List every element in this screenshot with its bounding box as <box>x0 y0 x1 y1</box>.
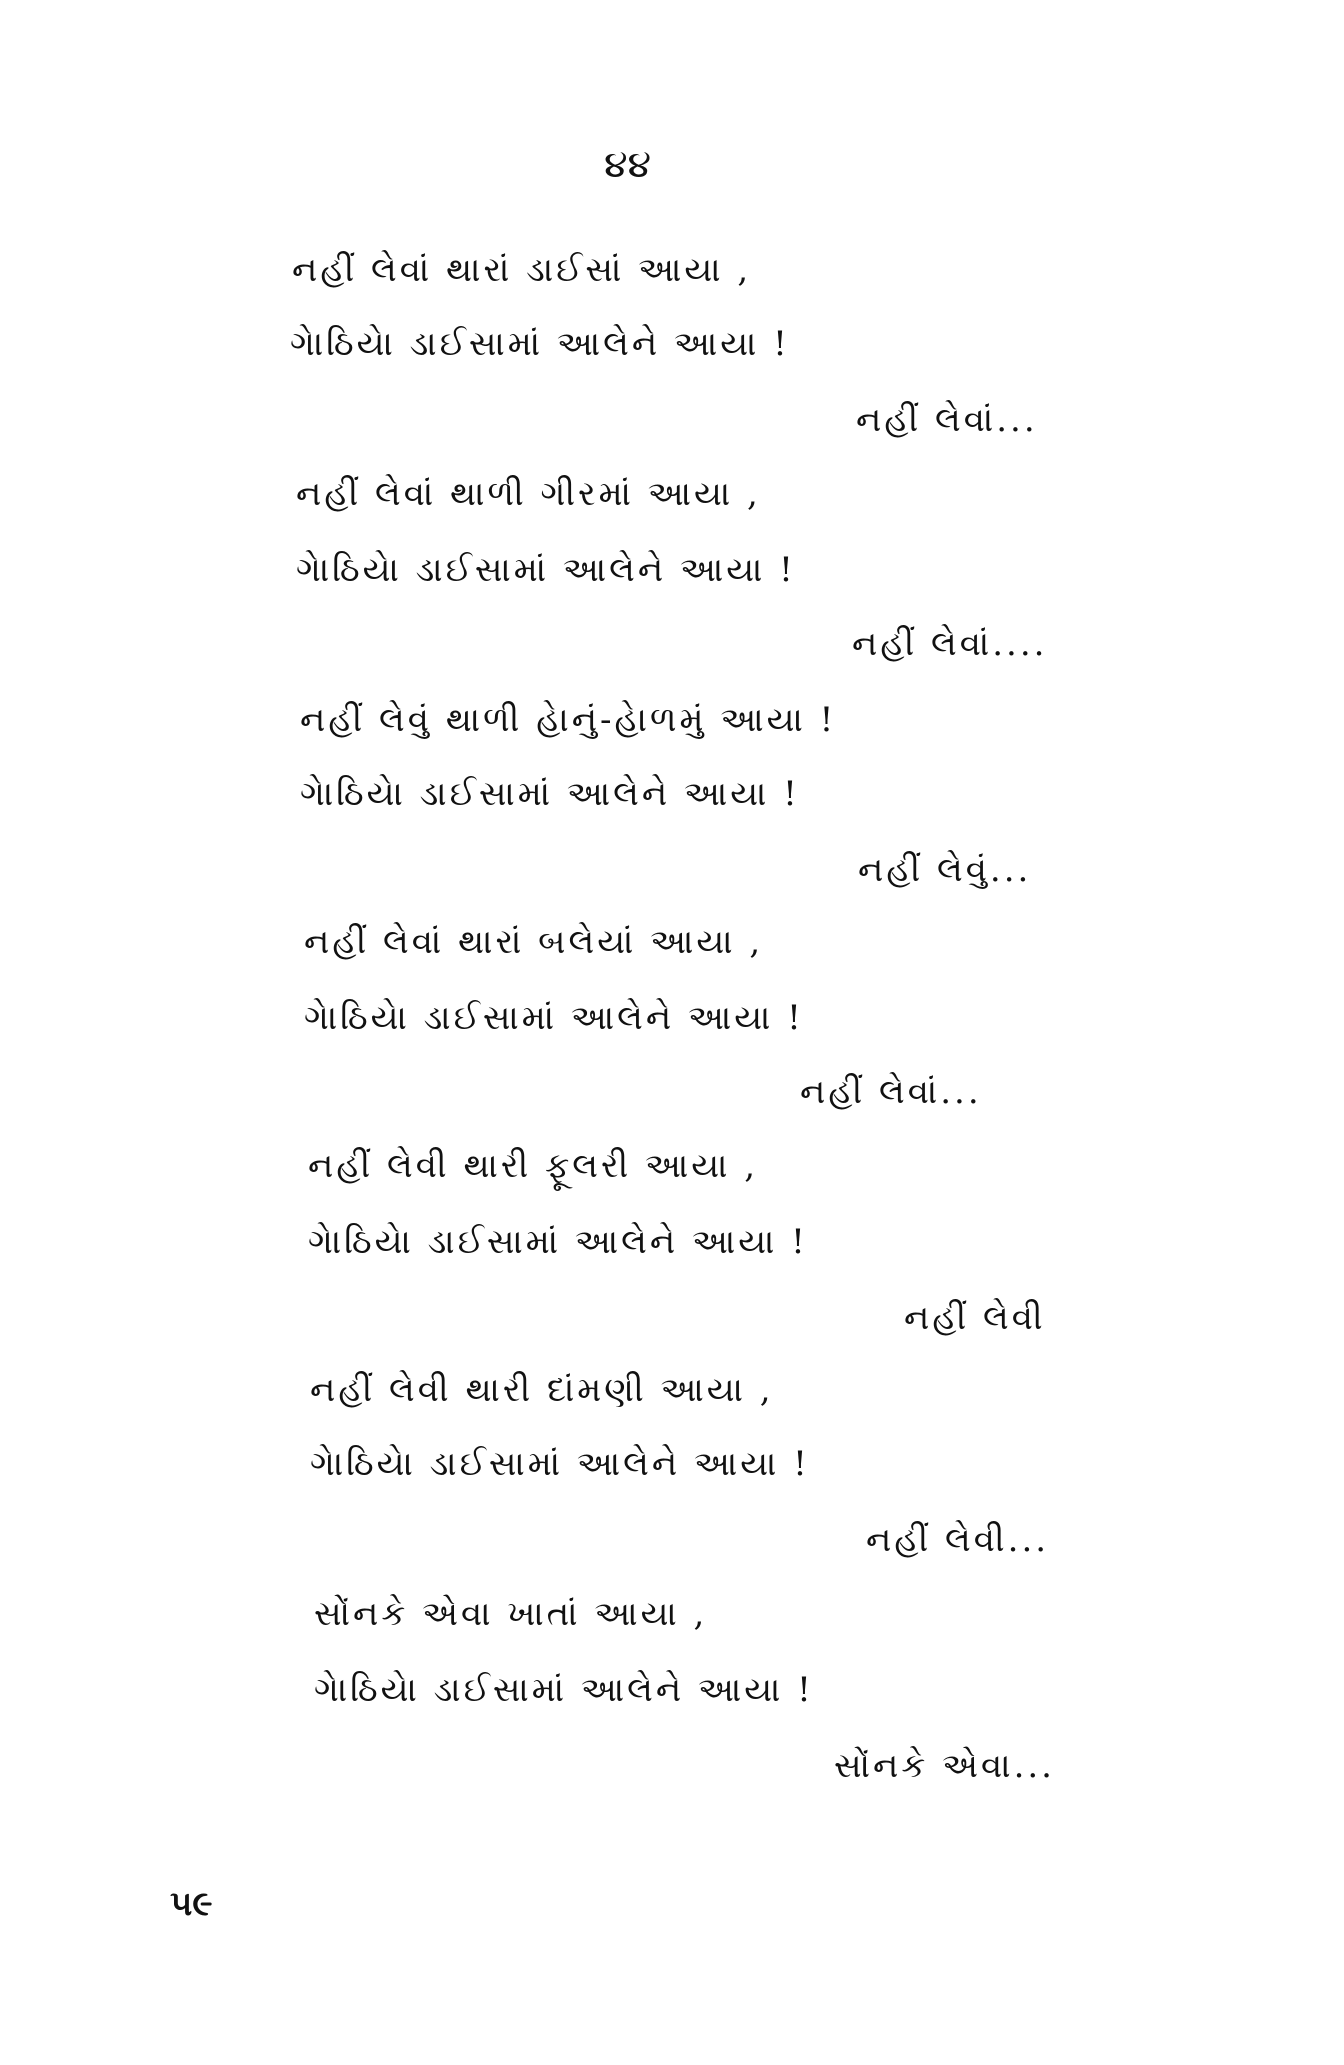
stanza-7-line-1: સોંનકે એવા ખાતાં આયા , <box>314 1594 708 1634</box>
page-number: ૫૯ <box>170 1884 213 1924</box>
stanza-7-line-2: ગેાઠિયેા ડાઈસામાં આલેને આયા ! <box>314 1670 814 1710</box>
stanza-6-line-2: ગેાઠિયેા ડાઈસામાં આલેને આયા ! <box>310 1444 810 1484</box>
stanza-5-line-2: ગેાઠિયેા ડાઈસામાં આલેને આયા ! <box>308 1222 808 1262</box>
stanza-5-refrain: નહીં લેવી <box>904 1298 1046 1338</box>
stanza-4-line-1: નહીં લેવાં થારાં બલેયાં આયા , <box>304 922 764 962</box>
stanza-7-refrain: સોંનકે એવા... <box>834 1746 1055 1786</box>
stanza-6-line-1: નહીં લેવી થારી દાંમણી આયા , <box>310 1370 774 1410</box>
stanza-2-line-2: ગેાઠિયેા ડાઈસામાં આલેને આયા ! <box>296 550 796 590</box>
stanza-4-line-2: ગેાઠિયેા ડાઈસામાં આલેને આયા ! <box>304 998 804 1038</box>
stanza-4-refrain: નહીં લેવાં... <box>800 1072 982 1112</box>
stanza-1-refrain: નહીં લેવાં... <box>856 400 1038 440</box>
stanza-6-refrain: નહીં લેવી... <box>866 1520 1050 1560</box>
stanza-1-line-2: ગેાઠિયેા ડાઈસામાં આલેને આયા ! <box>290 324 790 364</box>
stanza-3-line-1: નહીં લેવું થાળી હેાનું-હેાળમું આયા ! <box>300 700 837 740</box>
stanza-2-line-1: નહીં લેવાં થાળી ગીરમાં આયા , <box>296 474 761 514</box>
stanza-5-line-1: નહીં લેવી થારી ફૂલરી આયા , <box>308 1146 759 1186</box>
stanza-3-refrain: નહીં લેવું... <box>858 850 1032 890</box>
song-number: ૪૪ <box>604 142 652 186</box>
stanza-2-refrain: નહીં લેવાં.... <box>852 624 1048 664</box>
stanza-1-line-1: નહીં લેવાં થારાં ડાઈસાં આયા , <box>292 250 752 290</box>
stanza-3-line-2: ગેાઠિયેા ડાઈસામાં આલેને આયા ! <box>300 774 800 814</box>
